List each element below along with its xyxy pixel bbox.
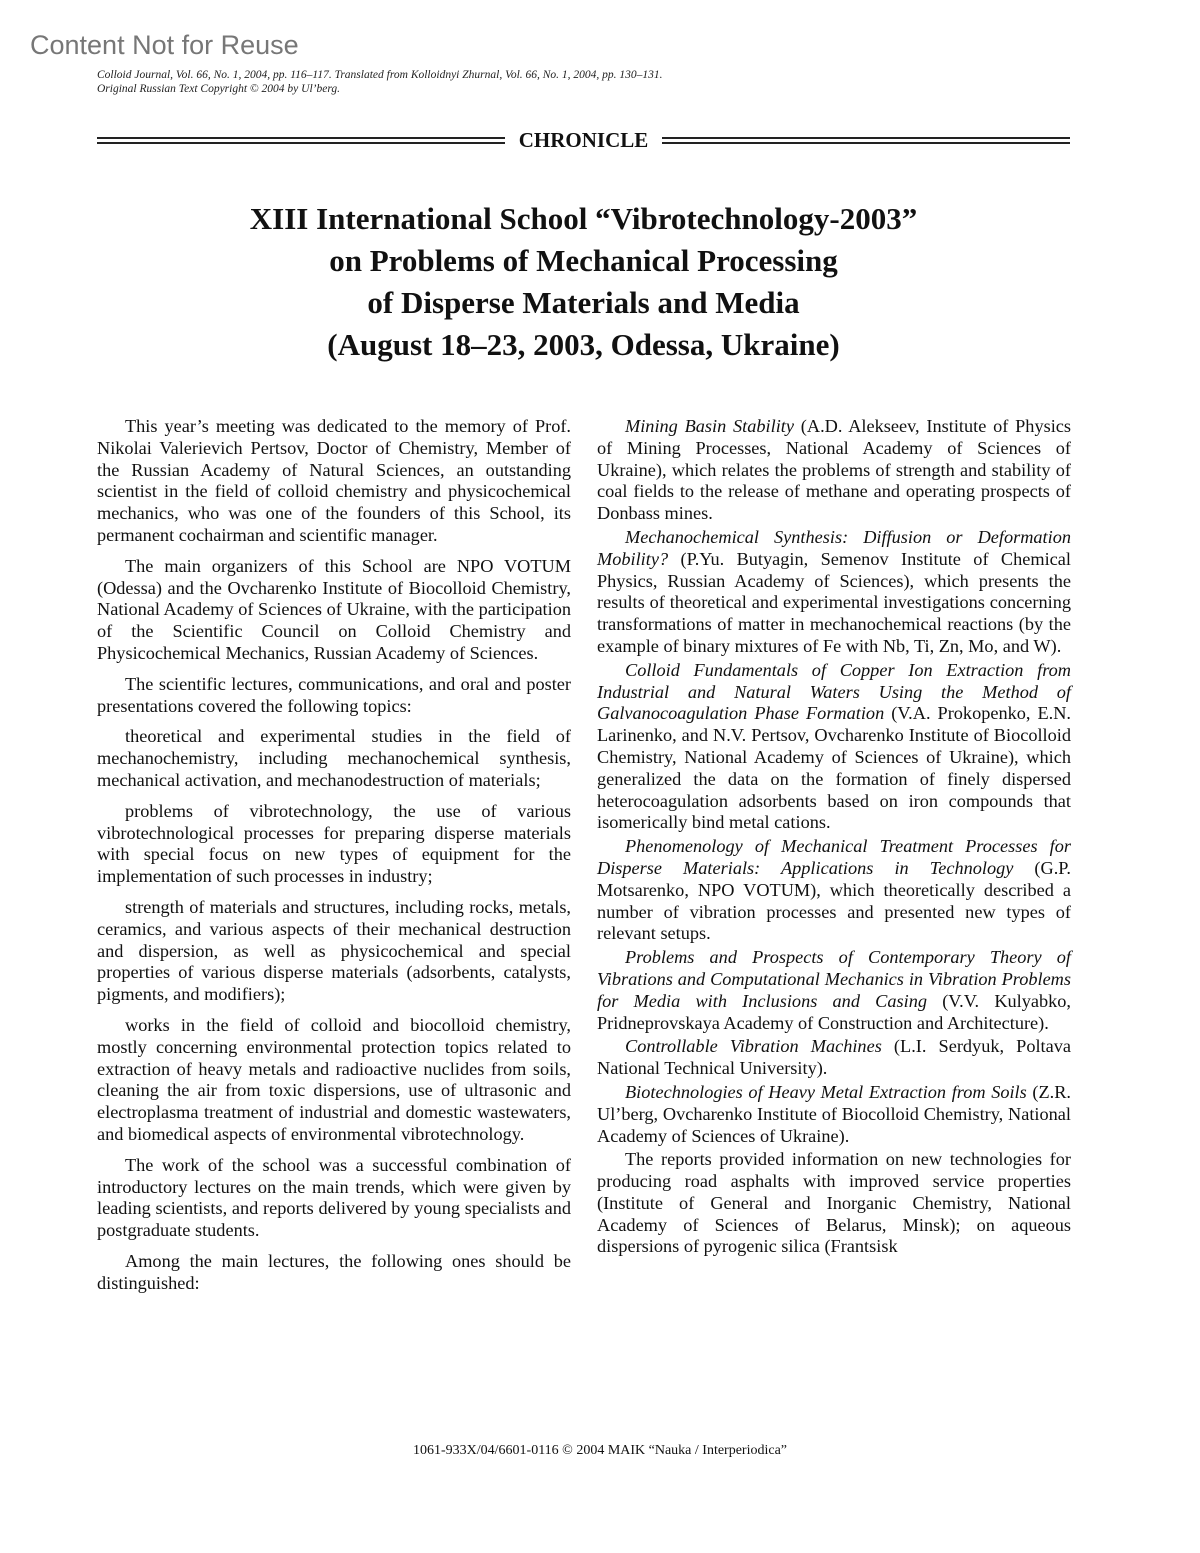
paragraph-text: The scientific lectures, communications, and oral and poster presentations covered the following topics: (97, 673, 571, 716)
paragraph (597, 947, 1071, 1034)
paragraph-text: (P.Yu. Butyagin, Semenov Institute of Chemical Physics, Russian Academy of Sciences), which presents the results of theoretical and experimental investigations concerning transformations of matter in mechanochemical reactions (by the example of binary mixtures of Fe with Nb, Ti, Zn, Mo, and W). (597, 548, 1071, 656)
paragraph (97, 1251, 571, 1295)
section-header (97, 128, 1070, 153)
paragraph-text: (Z.R. Ul’berg, Ovcharenko Institute of Biocolloid Chemistry, National Academy of Sciences of Ukraine). (597, 1081, 1071, 1146)
paragraph (97, 726, 571, 791)
citation-line-2: Original Russian Text Copyright © 2004 by Ul’berg. (97, 83, 340, 95)
paragraph-text: (V.A. Prokopenko, E.N. Larinenko, and N.V. Pertsov, Ovcharenko Institute of Biocolloid Chemistry, National Academy of Sciences of Ukraine), which generalized the data on the formation of finely dispersed heterocoagulation adsorbents based on iron compounds that isomerically bind metal cations. (597, 703, 1071, 833)
title-line: of Disperse Materials and Media (367, 285, 800, 320)
paragraph-text: (V.V. Kulyabko, Pridneprovskaya Academy of Construction and Architecture). (597, 990, 1071, 1033)
paragraph (597, 527, 1071, 658)
lecture-title: Colloid Fundamentals of Copper Ion Extraction from Industrial and Natural Waters Using the Method of Galvanocoagulation Phase Formation (597, 659, 1071, 724)
lecture-title: Biotechnologies of Heavy Metal Extraction from Soils (625, 1081, 1027, 1102)
paragraph-text: Among the main lectures, the following ones should be distinguished: (97, 1250, 571, 1293)
lecture-title: Controllable Vibration Machines (625, 1036, 882, 1057)
paragraph (97, 556, 571, 665)
title-line: on Problems of Mechanical Processing (329, 243, 838, 278)
paragraph (97, 674, 571, 718)
watermark: Content Not for Reuse (30, 30, 299, 60)
paragraph-text: strength of materials and structures, including rocks, metals, ceramics, and various aspects of their mechanical destruction and dispersion, as well as physicochemical and special properties of various disperse materials (adsorbents, catalysts, pigments, and modifiers); (97, 896, 571, 1005)
paragraph-text: (L.I. Serdyuk, Poltava National Technical University). (597, 1036, 1072, 1079)
lecture-title: Mechanochemical Synthesis: Diffusion or Deformation Mobility? (597, 526, 1071, 569)
paragraph (97, 897, 571, 1006)
divider-right (662, 137, 1070, 144)
paragraph (97, 801, 571, 888)
paragraph (597, 1149, 1071, 1258)
paragraph-text: (G.P. Motsarenko, NPO VOTUM), which theoretically described a number of vibration processes and presented new types of relevant setups. (597, 857, 1071, 944)
paragraph (97, 416, 571, 547)
lecture-title: Mining Basin Stability (625, 416, 794, 436)
section-label: CHRONICLE (518, 128, 649, 152)
paragraph-text: (A.D. Alekseev, Institute of Physics of Mining Processes, National Academy of Sciences of Ukraine), which relates the problems of strength and stability of coal fields to the release of methane and operating prospects of Donbass mines. (597, 416, 1072, 524)
paragraph-text: works in the field of colloid and biocolloid chemistry, mostly concerning environmental protection topics related to extraction of heavy metals and radioactive nuclides from soils, cleaning the air from toxic dispersions, use of ultrasonic and electroplasma treatment of industrial and domestic wastewaters, and biomedical aspects of environmental vibrotechnology. (97, 1014, 571, 1144)
divider-left (97, 137, 505, 144)
title-line: XIII International School “Vibrotechnology-2003” (249, 201, 918, 236)
paragraph-text: theoretical and experimental studies in the field of mechanochemistry, including mechanochemical synthesis, mechanical activation, and mechanodestruction of materials; (97, 726, 571, 790)
paragraph-text: The reports provided information on new technologies for producing road asphalts with improved service properties (Institute of General and Inorganic Chemistry, National Academy of Sciences of Belarus, Minsk); on aqueous dispersions of pyrogenic silica (Frantsisk (597, 1149, 1071, 1257)
left-column (97, 416, 571, 1303)
paragraph-text: The work of the school was a successful combination of introductory lectures on the main trends, which were given by leading scientists, and reports delivered by young specialists and postgraduate students. (97, 1154, 571, 1241)
citation-line-1: Colloid Journal, Vol. 66, No. 1, 2004, pp. 116–117. Translated from Kolloidnyi Zhurnal, Vol. 66, No. 1, 2004, pp. 130–131. (97, 69, 663, 81)
footer: 1061-933X/04/6601-0116 © 2004 MAIK “Nauka / Interperiodica” (412, 1443, 788, 1458)
paragraph (597, 836, 1071, 945)
citation (97, 68, 663, 96)
paragraph (597, 416, 1071, 525)
title-line: (August 18–23, 2003, Odessa, Ukraine) (327, 327, 840, 362)
paragraph-text: The main organizers of this School are NPO VOTUM (Odessa) and the Ovcharenko Institute of Biocolloid Chemistry, National Academy of Sciences of Ukraine, with the participation of the Scientific Council on Colloid Chemistry and Physicochemical Mechanics, Russian Academy of Sciences. (97, 555, 571, 663)
paragraph-text: problems of vibrotechnology, the use of various vibrotechnological processes for preparing disperse materials with special focus on new types of equipment for the implementation of such processes in industry; (97, 800, 571, 887)
paragraph (597, 660, 1071, 834)
paragraph (597, 1082, 1071, 1147)
lecture-title: Problems and Prospects of Contemporary Theory of Vibrations and Computational Mechanics in Vibration Problems for Media with Inclusions and Casing (597, 947, 1071, 1011)
right-column (597, 416, 1071, 1260)
paragraph (97, 1155, 571, 1242)
paragraph (97, 1015, 571, 1146)
paragraph (597, 1036, 1071, 1080)
article-title (97, 198, 1070, 366)
lecture-title: Phenomenology of Mechanical Treatment Processes for Disperse Materials: Applications in Technology (597, 836, 1071, 878)
paragraph-text: This year’s meeting was dedicated to the memory of Prof. Nikolai Valerievich Pertsov, Doctor of Chemistry, Member of the Russian Academy of Natural Sciences, an outstanding scientist in the field of colloid chemistry and physicochemical mechanics, who was one of the founders of this School, its permanent cochairman and scientific manager. (97, 416, 571, 545)
